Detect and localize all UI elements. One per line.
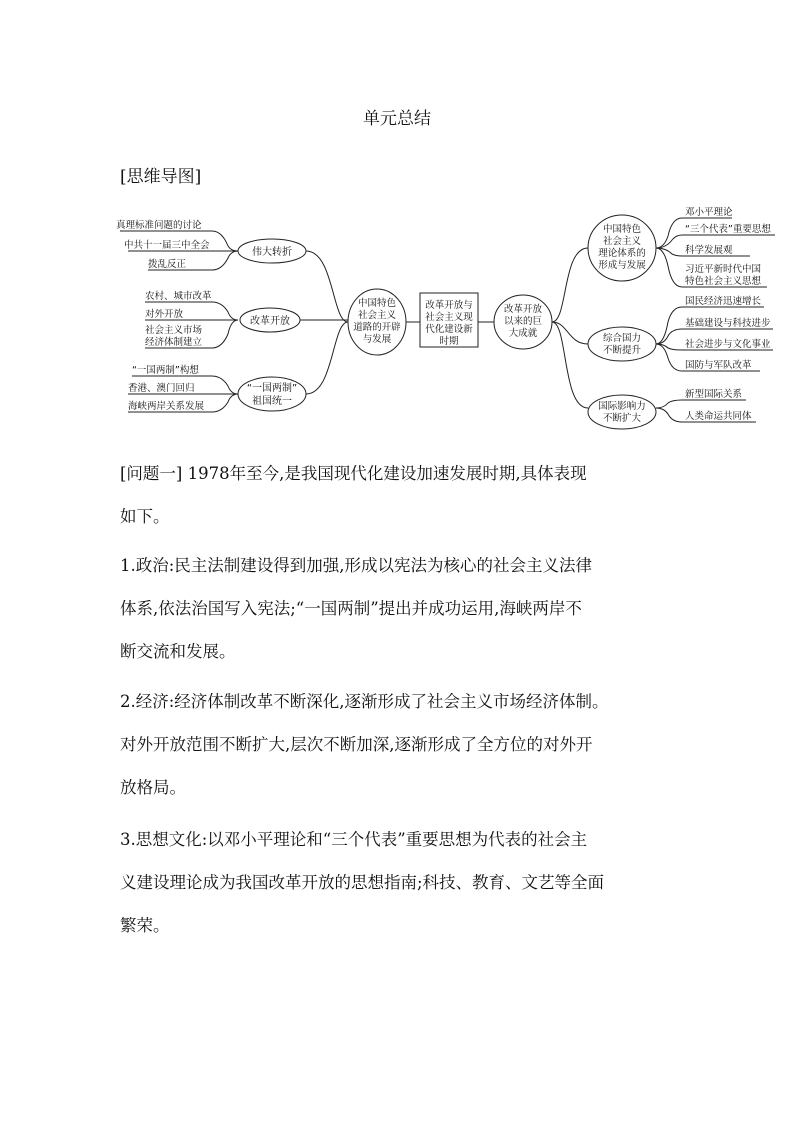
mindmap-item: 香港、澳门回归 (128, 383, 195, 394)
paragraph-line: 如下。 (120, 507, 170, 526)
branch-label: 社会主义 (602, 236, 642, 247)
mindmap-item: 邓小平理论 (685, 207, 733, 218)
mindmap-item: “三个代表”重要思想 (685, 224, 771, 235)
center-label: 大成就 (508, 328, 538, 339)
paragraph-line: 断交流和发展。 (120, 642, 236, 661)
paragraph-line: [问题一] 1978年至今,是我国现代化建设加速发展时期,具体表现 (120, 464, 587, 483)
mindmap-item: 国防与军队改革 (685, 360, 752, 371)
paragraph-line: 体系,依法治国写入宪法;“一国两制”提出并成功运用,海峡两岸不 (120, 599, 582, 618)
center-label: 中国特色 (357, 298, 397, 309)
paragraph-line: 2.经济:经济体制改革不断深化,逐渐形成了社会主义市场经济体制。 (120, 692, 609, 711)
paragraph-line: 对外开放范围不断扩大,层次不断加深,逐渐形成了全方位的对外开 (120, 735, 593, 754)
mind-map (110, 198, 790, 434)
paragraph-line: 3.思想文化:以邓小平理论和“三个代表”重要思想为代表的社会主 (120, 830, 588, 849)
paragraph-line: 义建设理论成为我国改革开放的思想指南;科技、教育、文艺等全面 (120, 873, 605, 892)
mindmap-item: 海峡两岸关系发展 (128, 401, 205, 412)
section-label-mindmap: [思维导图] (120, 167, 202, 187)
center-label: 时期 (439, 336, 459, 347)
center-label: 社会主义现 (425, 312, 473, 323)
mindmap-item: 基础建设与科技进步 (685, 318, 771, 329)
branch-label: 不断提升 (602, 345, 642, 356)
mindmap-item: 习近平新时代中国 (685, 264, 762, 275)
mindmap-item: 拨乱反正 (148, 259, 187, 270)
mindmap-item: 新型国际关系 (685, 389, 743, 400)
center-label: 改革开放与 (425, 300, 473, 311)
mindmap-item: 国民经济迅速增长 (685, 296, 762, 307)
mindmap-item: 中共十一届三中全会 (124, 240, 210, 251)
connector (306, 251, 348, 322)
connector (306, 322, 348, 394)
paragraph-economy (120, 680, 700, 809)
page-title: 单元总结 (363, 109, 431, 129)
mindmap-item: 经济体制建立 (145, 337, 203, 348)
mindmap-item: 社会主义市场 (145, 325, 203, 336)
center-label: 与发展 (362, 334, 392, 345)
mindmap-item: 对外开放 (145, 309, 184, 320)
branch-label: 不断扩大 (602, 413, 642, 424)
center-label: 道路的开辟 (353, 322, 401, 333)
mindmap-item: 特色社会主义思想 (685, 276, 762, 287)
center-label: 以来的巨 (503, 316, 543, 327)
branch-label: 理论体系的 (598, 248, 646, 259)
center-label: 改革开放 (503, 304, 543, 315)
paragraph-politics (120, 544, 700, 673)
mindmap-item: 社会进步与文化事业 (685, 339, 771, 350)
paragraph-culture (120, 818, 700, 947)
connector (656, 400, 746, 408)
paragraph-line: 繁荣。 (120, 916, 170, 935)
center-label: 代化建设新 (425, 324, 473, 335)
mindmap-item: 农村、城市改革 (145, 291, 212, 302)
branch-label: 伟大转折 (252, 247, 292, 258)
connector (552, 248, 588, 322)
mindmap-item: 人类命运共同体 (685, 411, 752, 422)
mindmap-item: “一国两制”构想 (132, 365, 199, 376)
paragraph-line: 放格局。 (120, 778, 186, 797)
center-label: 社会主义 (357, 310, 397, 321)
mindmap-item: 真理标准问题的讨论 (116, 220, 202, 231)
branch-label: 国际影响力 (598, 401, 646, 412)
paragraph-intro (120, 452, 700, 538)
branch-label: 祖国统一 (252, 396, 292, 407)
branch-label: 综合国力 (602, 333, 642, 344)
branch-label: “一国两制” (246, 383, 298, 394)
connector (552, 322, 588, 344)
branch-label: 形成与发展 (598, 260, 646, 271)
branch-label: 中国特色 (602, 224, 642, 235)
branch-label: 改革开放 (250, 316, 290, 327)
mindmap-item: 科学发展观 (685, 245, 733, 256)
paragraph-line: 1.政治:民主法制建设得到加强,形成以宪法为核心的社会主义法律 (120, 556, 593, 575)
